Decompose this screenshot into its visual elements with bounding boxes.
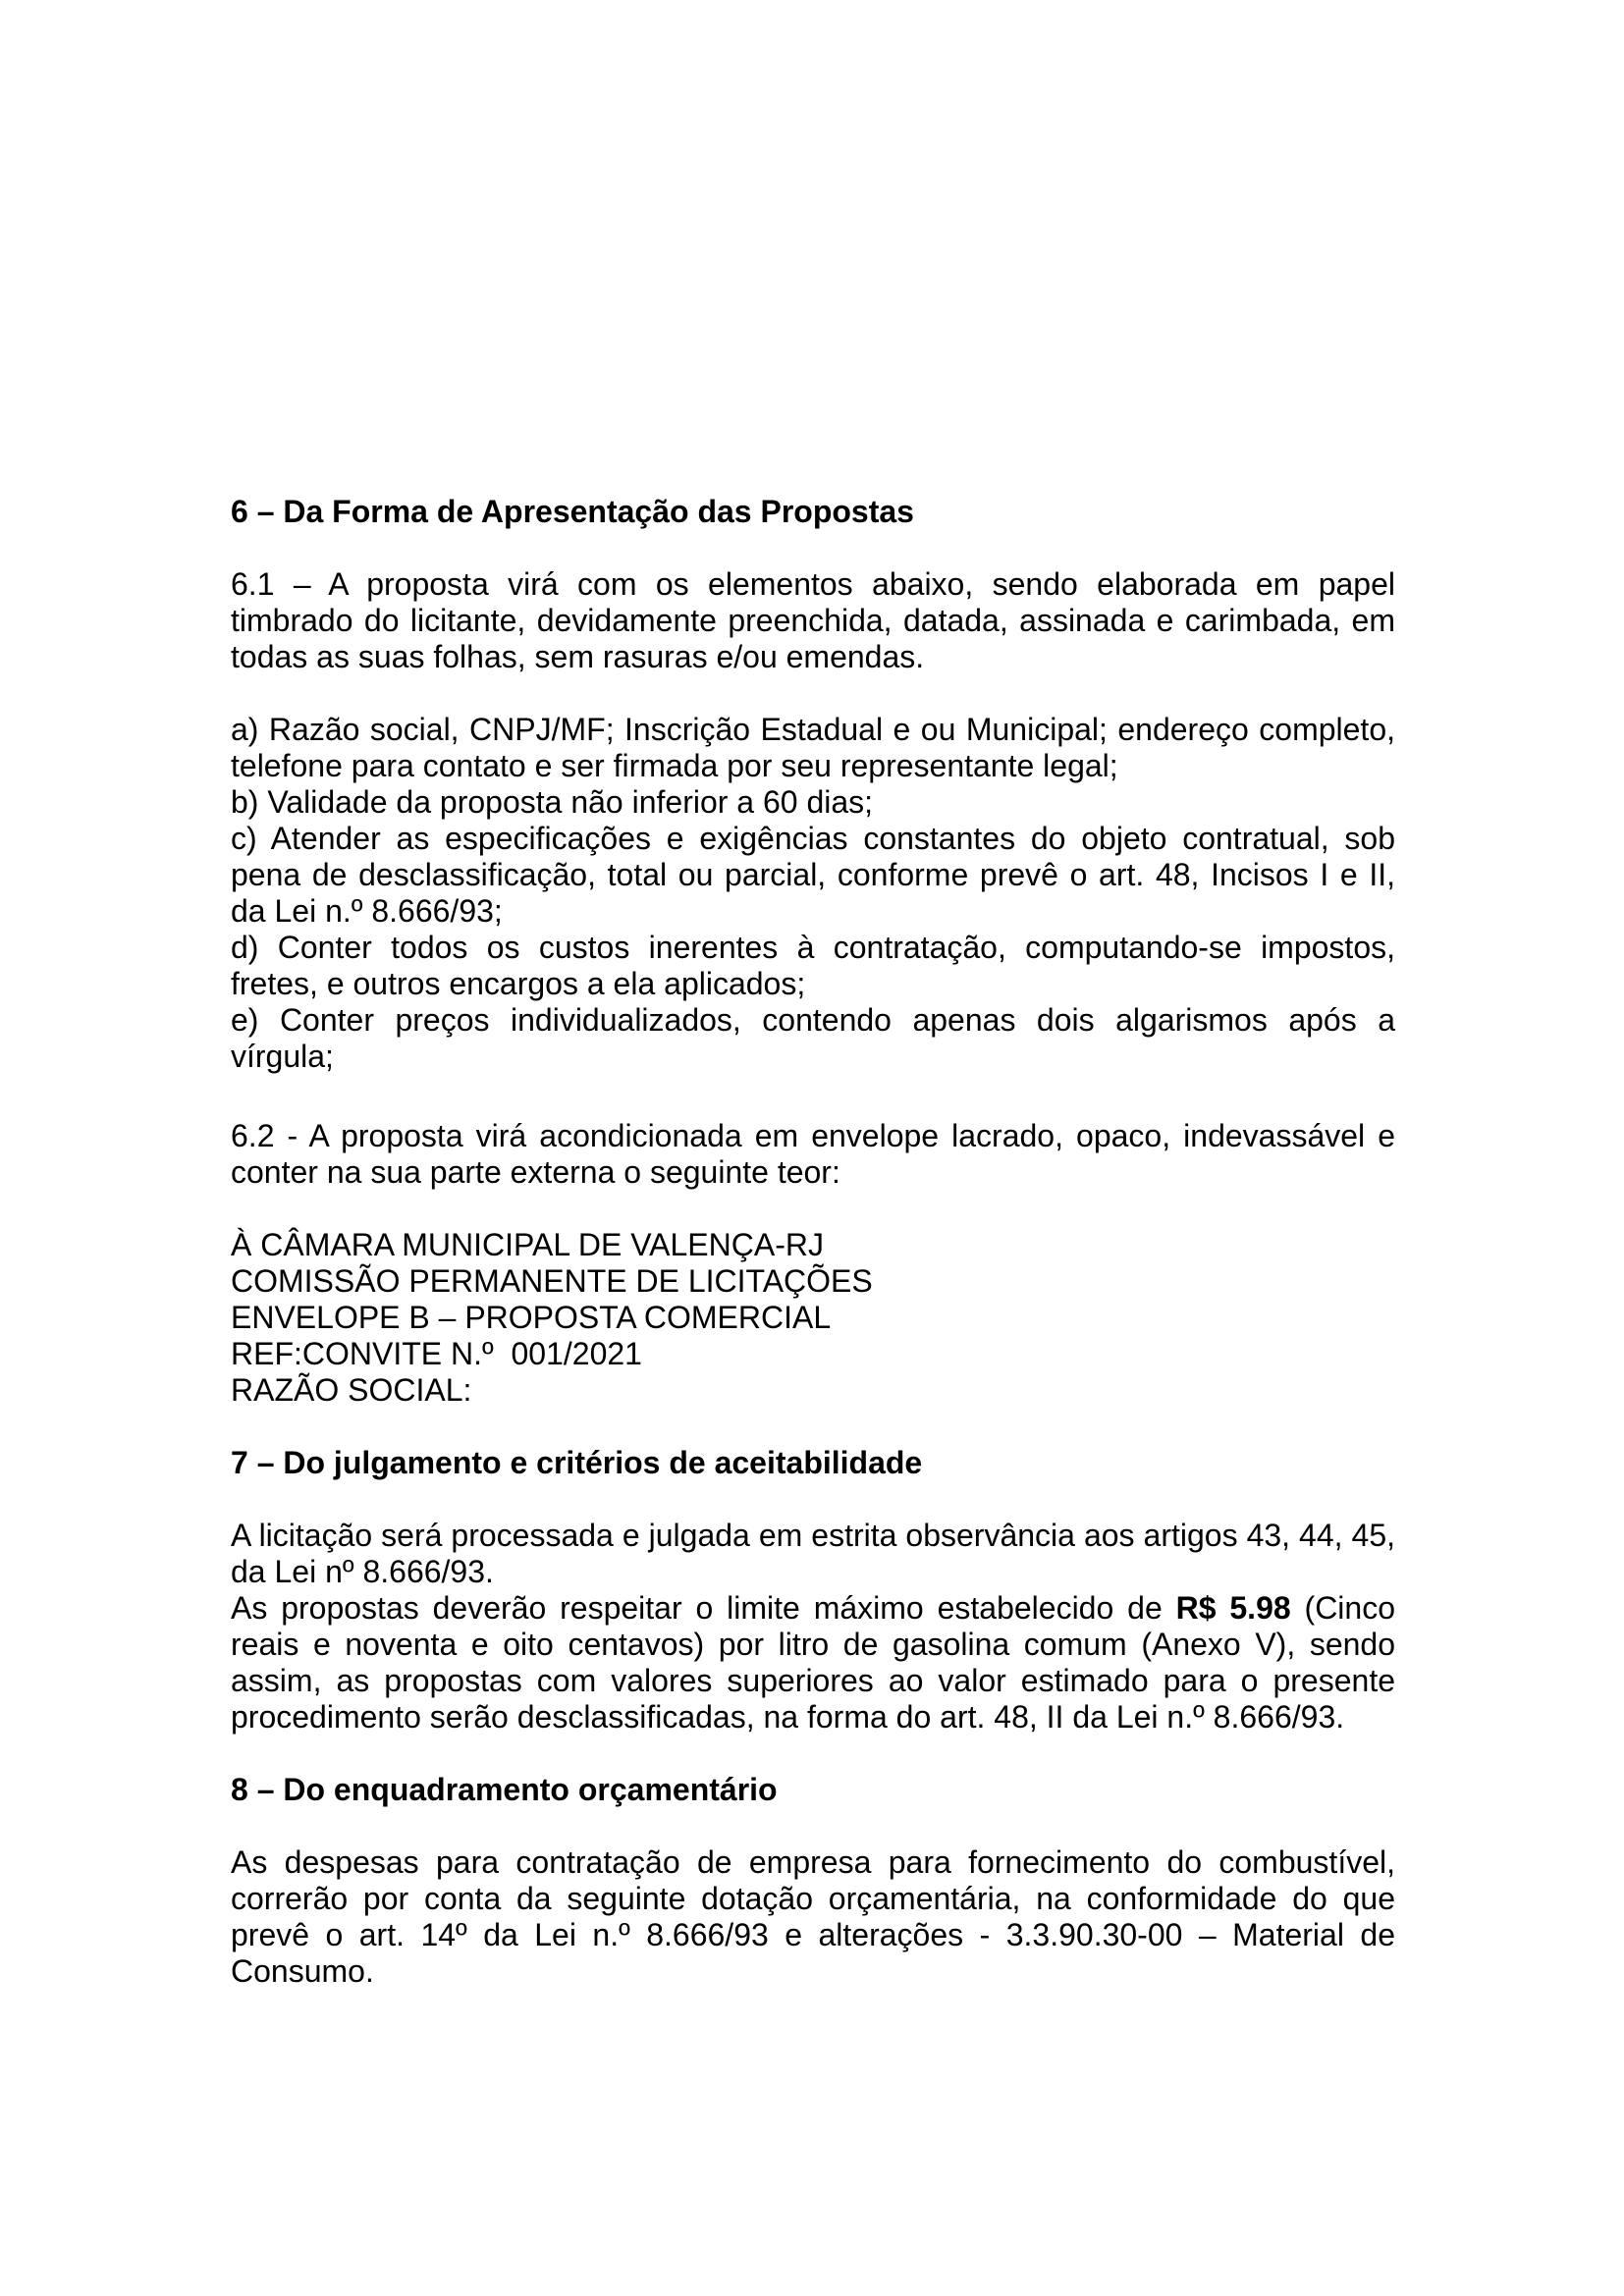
list-item-a: a) Razão social, CNPJ/MF; Inscrição Estadual e ou Municipal; endereço completo, telefone para contato e ser firmada por seu representante legal; [231, 712, 1395, 783]
list-item-e: e) Conter preços individualizados, contendo apenas dois algarismos após a vírgula; [231, 1002, 1395, 1074]
paragraph-8-1: As despesas para contratação de empresa para fornecimento do combustível, correrão por conta da seguinte dotação orçamentária, na conformidade do que prevê o art. 14º da Lei n.º 8.666/93 e alterações - 3.3.90.30-00 – Material de Consumo. [231, 1844, 1395, 1989]
paragraph-7-1: A licitação será processada e julgada em estrita observância aos artigos 43, 44, 45, da Lei nº 8.666/93. [231, 1518, 1395, 1589]
proposal-items-list [231, 712, 1395, 1075]
envelope-address-block [231, 1227, 1395, 1409]
price-limit-value: R$ 5.98 [1175, 1590, 1291, 1626]
list-item-b: b) Validade da proposta não inferior a 60 dias; [231, 784, 874, 820]
section-8-heading: 8 – Do enquadramento orçamentário [231, 1772, 778, 1807]
list-item-c: c) Atender as especificações e exigências constantes do objeto contratual, sob pena de desclassificação, total ou parcial, conforme prevê o art. 48, Incisos I e II, da Lei n.º 8.666/93; [231, 821, 1395, 929]
envelope-line-recipient: À CÂMARA MUNICIPAL DE VALENÇA-RJ [231, 1227, 824, 1262]
paragraph-7-2-text-after: (Cinco reais e noventa e oito centavos) por litro de gasolina comum (Anexo V), sendo assim, as propostas com valores superiores ao valor estimado para o presente procedimento serão desclassificadas, na forma do art. 48, II da Lei n.º 8.666/93. [231, 1590, 1396, 1735]
envelope-line-razao-social: RAZÃO SOCIAL: [231, 1372, 472, 1408]
envelope-line-envelope-b: ENVELOPE B – PROPOSTA COMERCIAL [231, 1300, 832, 1335]
document-content [231, 494, 1395, 1990]
list-item-d: d) Conter todos os custos inerentes à contratação, computando-se impostos, fretes, e outros encargos a ela aplicados; [231, 930, 1395, 1001]
section-6-heading: 6 – Da Forma de Apresentação das Propostas [231, 494, 914, 529]
section-7-heading: 7 – Do julgamento e critérios de aceitabilidade [231, 1445, 923, 1480]
envelope-line-ref: REF:CONVITE N.º 001/2021 [231, 1336, 642, 1371]
paragraph-7-2 [231, 1590, 1395, 1735]
paragraph-6-1: 6.1 – A proposta virá com os elementos abaixo, sendo elaborada em papel timbrado do licitante, devidamente preenchida, datada, assinada e carimbada, em todas as suas folhas, sem rasuras e/ou emendas. [231, 566, 1395, 674]
paragraph-6-2: 6.2 - A proposta virá acondicionada em envelope lacrado, opaco, indevassável e conter na sua parte externa o seguinte teor: [231, 1118, 1395, 1190]
envelope-line-commission: COMISSÃO PERMANENTE DE LICITAÇÕES [231, 1263, 873, 1299]
paragraph-7-2-text-before: As propostas deverão respeitar o limite máximo estabelecido de [231, 1590, 1176, 1626]
